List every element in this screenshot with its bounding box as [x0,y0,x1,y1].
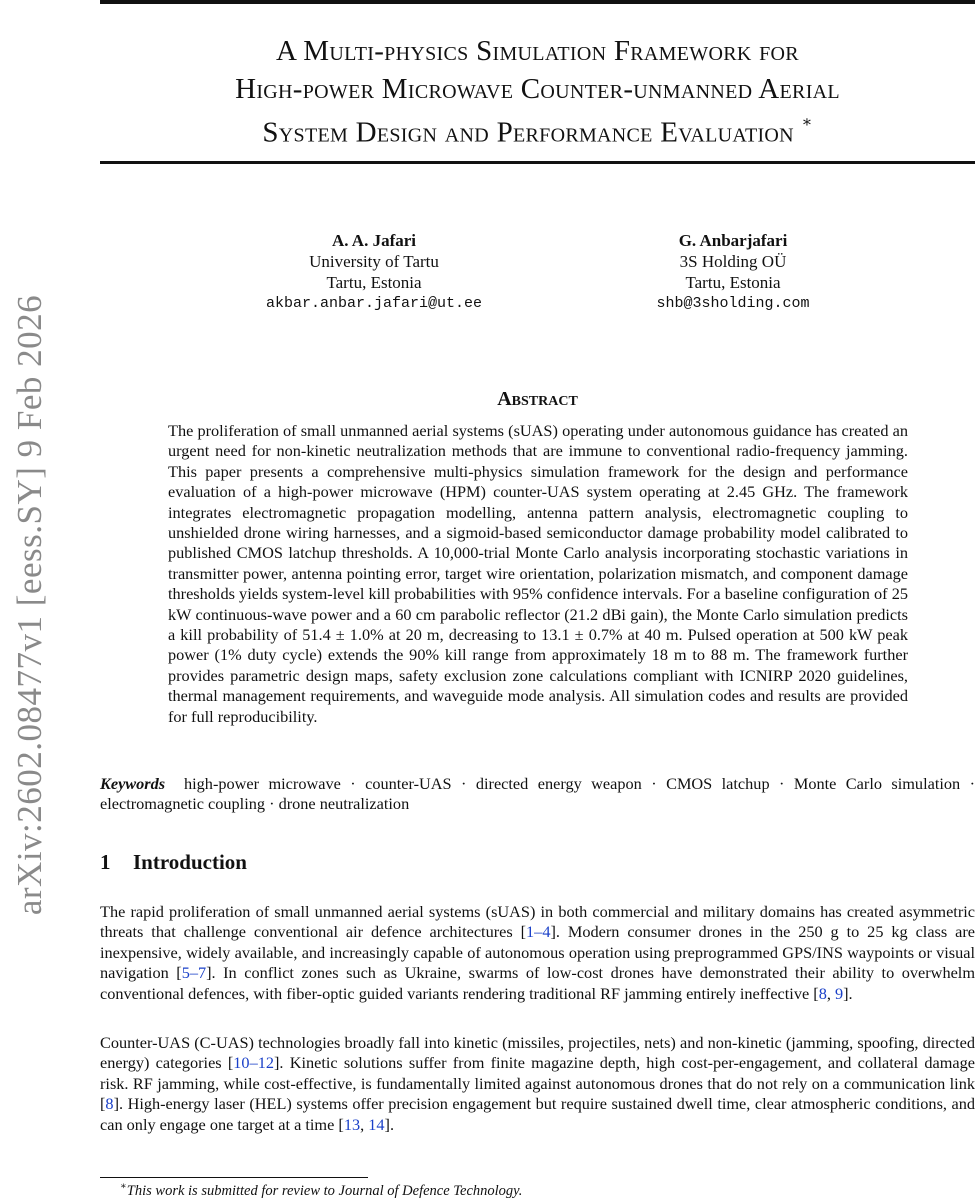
abstract-heading: Abstract [497,388,578,410]
citation-link[interactable]: 9 [834,983,844,1003]
citation-link[interactable]: 14 [368,1114,385,1134]
footnote-rule [100,1177,368,1178]
abstract-text: The proliferation of small unmanned aerial systems (sUAS) operating under autonomous guidance has created an urgent need for non-kinetic neutralization methods that are immune to conventional radio-frequency jamming. This paper presents a comprehensive multi-physics simulation framework for the design and performance evaluation of a high-power microwave (HPM) counter-UAS system operating at 2.45 GHz. The framework integrates electromagnetic propagation modelling, antenna pattern analysis, electromagnetic coupling to unshielded drone wiring harnesses, and a sigmoid-based semiconductor damage probability model calibrated to published CMOS latchup thresholds. A 10,000-trial Monte Carlo analysis incorporating stochastic variations in transmitter power, antenna pointing error, target wire orientation, polarization mismatch, and component damage thresholds yields system-level kill probabilities with 95% confidence intervals. For a baseline configuration of 25 kW continuous-wave power and a 60 cm parabolic reflector (21.2 dBi gain), the Monte Carlo simulation predicts a kill probability of 51.4 ± 1.0% at 20 m, decreasing to 13.1 ± 0.7% at 40 m. Pulsed operation at 500 kW peak power (1% duty cycle) extends the 90% kill range from approximately 18 m to 88 m. The framework further provides parametric design maps, safety exclusion zone calculations compliant with ICNIRP 2020 guidelines, thermal management requirements, and waveguide mode analysis. All simulation codes and results are provided for full reproducibility. [168,421,908,726]
author-2-email[interactable]: shb@3sholding.com [656,295,810,312]
citation-link[interactable]: 8 [105,1094,114,1114]
keywords-label: Keywords [100,774,166,793]
title-rule-top [100,0,975,4]
author-1-email[interactable]: akbar.anbar.jafari@ut.ee [265,295,483,312]
author-1 [234,230,514,314]
citation-link[interactable]: 10–12 [233,1053,274,1073]
author-1-name: A. A. Jafari [331,231,417,250]
title-footnote-mark: ∗ [801,114,813,131]
author-2-location: Tartu, Estonia [685,273,781,292]
citation-link[interactable]: 1–4 [526,922,551,942]
footnote-text: This work is submitted for review to Journal of Defence Technology. [126,1182,523,1199]
author-1-location: Tartu, Estonia [326,273,422,292]
title-line-2: High-power Microwave Counter-unmanned Aerial [235,73,840,105]
footnote-mark: ∗ [120,1181,127,1192]
author-1-affiliation: University of Tartu [309,252,439,271]
title-line-3: System Design and Performance Evaluation ∗ [262,114,813,149]
keywords [100,774,975,815]
author-2-affiliation: 3S Holding OÜ [679,252,787,271]
citation-link[interactable]: 5–7 [181,963,207,983]
author-2 [608,230,858,314]
citation-link[interactable]: 13 [343,1114,361,1134]
section-number: 1 [100,850,111,874]
arxiv-identifier: arXiv:2602.08477v1 [eess.SY] 9 Feb 2026 [10,294,49,916]
citation-link[interactable]: 8 [818,983,827,1003]
paper-title [100,32,975,152]
section-heading [100,850,247,875]
footnote [120,1181,522,1200]
section-title: Introduction [133,850,247,874]
intro-paragraph-1: The rapid proliferation of small unmanned aerial systems (sUAS) in both commercial and military domains has created asymmetric threats that challenge conventional air defence architectures [1–4]. Modern consumer drones in the 250 g to 25 kg class are inexpensive, widely available, and increasingly capable of autonomous operation using preprogrammed GPS/INS waypoints or visual navigation [5–7]. In conflict zones such as Ukraine, swarms of low-cost drones have demonstrated their ability to overwhelm conventional defences, with fiber-optic guided variants rendering traditional RF jamming entirely ineffective [8, 9]. [100,902,975,1003]
title-line-1: A Multi-physics Simulation Framework for [276,35,799,67]
title-rule-bottom [100,161,975,164]
keywords-list: high-power microwave · counter-UAS · directed energy weapon · CMOS latchup · Monte Carlo simulation · electromagnetic coupling · drone neutralization [100,774,975,814]
author-2-name: G. Anbarjafari [678,231,788,250]
intro-paragraph-2: Counter-UAS (C-UAS) technologies broadly fall into kinetic (missiles, projectiles, nets) and non-kinetic (jamming, spoofing, directed energy) categories [10–12]. Kinetic solutions suffer from finite magazine depth, high cost-per-engagement, and collateral damage risk. RF jamming, while cost-effective, is fundamentally limited against autonomous drones that do not rely on a communication link [8]. High-energy laser (HEL) systems offer precision engagement but require sustained dwell time, clear atmospheric conditions, and can only engage one target at a time [13, 14]. [100,1033,975,1134]
